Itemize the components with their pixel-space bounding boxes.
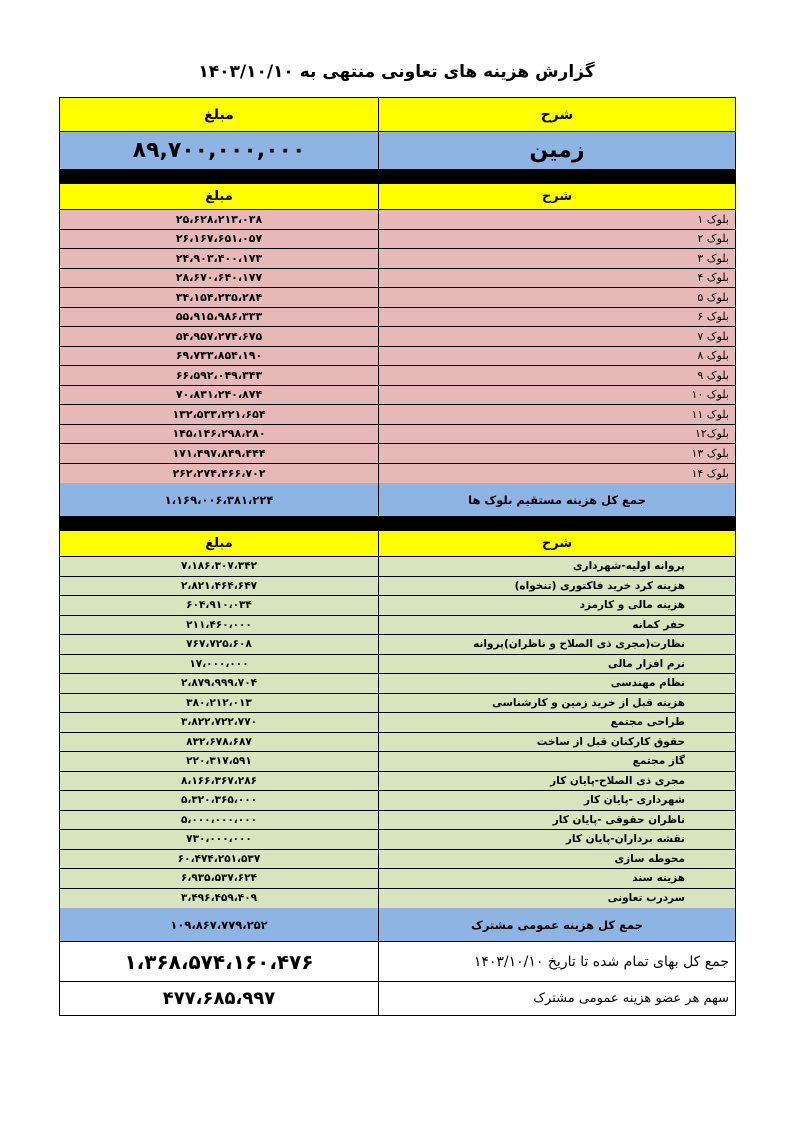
block-amount: ۲۴،۹۰۳،۴۰۰،۱۷۳ xyxy=(175,251,263,265)
land-amount: ۸۹,۷۰۰,۰۰۰,۰۰۰ xyxy=(132,138,306,163)
blocks-header-row xyxy=(60,184,735,210)
block-desc: بلوک ۱ xyxy=(378,210,735,229)
block-desc: بلوک ۲ xyxy=(378,230,735,249)
common-total-desc: جمع کل هزینه عمومی مشترک xyxy=(378,908,735,941)
block-row xyxy=(60,230,735,250)
common-cost-desc: هزینه سند xyxy=(378,869,735,888)
common-cost-row xyxy=(60,850,735,870)
separator xyxy=(60,517,735,531)
common-cost-row xyxy=(60,713,735,733)
block-row xyxy=(60,249,735,269)
common-cost-row xyxy=(60,674,735,694)
common-cost-desc: حفر کمانه xyxy=(378,616,735,635)
common-cost-row xyxy=(60,616,735,636)
header-desc: شرح xyxy=(378,531,735,556)
block-amount: ۵۵،۹۱۵،۹۸۶،۳۳۳ xyxy=(175,310,263,324)
common-cost-row xyxy=(60,811,735,831)
block-desc: بلوک ۱۳ xyxy=(378,444,735,463)
block-row xyxy=(60,269,735,289)
header-desc: شرح xyxy=(378,98,735,131)
common-cost-amount: ۶۰،۴۷۴،۲۵۱،۵۳۷ xyxy=(177,852,261,865)
block-amount: ۲۶،۱۶۷،۶۵۱،۰۵۷ xyxy=(175,232,263,246)
block-amount: ۱۴۵،۱۴۶،۲۹۸،۲۸۰ xyxy=(172,427,266,441)
common-cost-desc: حقوق کارکنان قبل از ساخت xyxy=(378,733,735,752)
common-cost-desc: نرم افزار مالی xyxy=(378,655,735,674)
grand-total-desc: جمع کل بهای تمام شده تا تاریخ ۱۴۰۳/۱۰/۱۰ xyxy=(378,942,735,981)
member-share-desc: سهم هر عضو هزینه عمومی مشترک xyxy=(378,982,735,1015)
common-cost-desc: محوطه سازی xyxy=(378,850,735,869)
common-cost-desc: مجری ذی الصلاح-پایان کار xyxy=(378,772,735,791)
common-cost-desc: نظام مهندسی xyxy=(378,674,735,693)
block-desc: بلوک ۸ xyxy=(378,347,735,366)
block-desc: بلوک ۱۱ xyxy=(378,405,735,424)
common-cost-amount: ۲۱۱،۴۶۰،۰۰۰ xyxy=(186,618,252,631)
block-row xyxy=(60,288,735,308)
land-row xyxy=(60,132,735,170)
header-desc: شرح xyxy=(378,184,735,209)
block-desc: بلوک ۵ xyxy=(378,288,735,307)
common-cost-row xyxy=(60,752,735,772)
common-cost-row xyxy=(60,733,735,753)
land-desc: زمین xyxy=(378,132,735,169)
block-row xyxy=(60,347,735,367)
block-desc: بلوک ۴ xyxy=(378,269,735,288)
common-cost-amount: ۲،۸۷۹،۹۹۹،۷۰۴ xyxy=(180,677,258,690)
block-row xyxy=(60,210,735,230)
common-cost-amount: ۳،۸۲۲،۷۲۲،۷۷۰ xyxy=(180,716,258,729)
block-desc: بلوک۱۲ xyxy=(378,425,735,444)
common-cost-amount: ۷،۱۸۶،۳۰۷،۳۴۲ xyxy=(180,560,258,573)
common-cost-amount: ۲۲۰،۳۱۷،۵۹۱ xyxy=(186,755,252,768)
common-cost-amount: ۲،۸۲۱،۴۶۴،۶۴۷ xyxy=(180,579,258,592)
block-desc: بلوک ۷ xyxy=(378,327,735,346)
common-cost-amount: ۳،۴۹۶،۴۵۹،۴۰۹ xyxy=(180,892,258,905)
common-cost-desc: هزینه قبل از خرید زمین و کارشناسی xyxy=(378,694,735,713)
common-cost-row xyxy=(60,655,735,675)
block-amount: ۶۹،۷۳۳،۸۵۴،۱۹۰ xyxy=(175,349,263,363)
block-desc: بلوک ۳ xyxy=(378,249,735,268)
common-cost-desc: سردرب تعاونی xyxy=(378,889,735,909)
separator xyxy=(60,170,735,184)
block-row xyxy=(60,366,735,386)
common-header-row xyxy=(60,531,735,557)
common-cost-desc: ناظران حقوقی -پایان کار xyxy=(378,811,735,830)
block-desc: بلوک ۱۰ xyxy=(378,386,735,405)
common-cost-desc: هزینه مالی و کارمزد xyxy=(378,596,735,615)
block-amount: ۲۸،۶۷۰،۶۴۰،۱۷۷ xyxy=(175,271,263,285)
report-table xyxy=(59,97,736,1016)
member-share-row xyxy=(60,982,735,1015)
common-cost-desc: هزینه کرد خرید فاکتوری (تنخواه) xyxy=(378,577,735,596)
block-desc: بلوک ۶ xyxy=(378,308,735,327)
common-cost-amount: ۱۷،۰۰۰،۰۰۰ xyxy=(189,657,249,670)
common-cost-row xyxy=(60,557,735,577)
common-cost-row xyxy=(60,577,735,597)
common-cost-row xyxy=(60,596,735,616)
block-row xyxy=(60,308,735,328)
common-cost-amount: ۶۰۴،۹۱۰،۰۳۴ xyxy=(186,599,252,612)
common-cost-row xyxy=(60,791,735,811)
grand-total-amount: ۱،۳۶۸،۵۷۴،۱۶۰،۴۷۶ xyxy=(124,949,314,974)
blocks-total-amount: ۱،۱۶۹،۰۰۶،۳۸۱،۲۲۴ xyxy=(164,492,274,507)
block-row xyxy=(60,405,735,425)
grand-total-row xyxy=(60,942,735,982)
common-cost-desc: طراحی مجتمع xyxy=(378,713,735,732)
common-cost-row xyxy=(60,889,735,909)
blocks-total-row xyxy=(60,483,735,517)
block-amount: ۷۰،۸۳۱،۲۴۰،۸۷۴ xyxy=(175,388,263,402)
common-cost-desc: پروانه اولیه-شهرداری xyxy=(378,557,735,576)
block-amount: ۱۳۲،۵۳۳،۲۲۱،۶۵۴ xyxy=(172,407,266,421)
common-cost-amount: ۸۳۲،۶۷۸،۶۸۷ xyxy=(186,735,252,748)
block-amount: ۱۷۱،۴۹۷،۸۴۹،۴۴۴ xyxy=(172,446,266,460)
header-amount: مبلغ xyxy=(205,536,233,551)
block-amount: ۵۴،۹۵۷،۲۷۴،۶۷۵ xyxy=(175,329,263,343)
block-amount: ۳۴،۱۵۴،۲۳۵،۲۸۴ xyxy=(175,290,263,304)
common-cost-amount: ۵،۳۲۰،۳۶۵،۰۰۰ xyxy=(180,794,258,807)
block-amount: ۶۶،۵۹۲،۰۴۹،۳۴۳ xyxy=(175,368,263,382)
common-cost-desc: گاز مجتمع xyxy=(378,752,735,771)
block-row xyxy=(60,464,735,484)
common-cost-amount: ۶،۹۳۵،۵۳۷،۶۲۴ xyxy=(180,872,258,885)
header-amount: مبلغ xyxy=(204,106,234,123)
block-row xyxy=(60,425,735,445)
common-cost-desc: نقشه برداران-پایان کار xyxy=(378,830,735,849)
common-total-row xyxy=(60,908,735,942)
block-amount: ۲۶۲،۲۷۴،۴۶۶،۷۰۲ xyxy=(172,466,266,480)
common-cost-amount: ۳۸۰،۲۱۲،۰۱۳ xyxy=(186,696,252,709)
common-cost-desc: نظارت(مجری ذی الصلاح و ناظران)پروانه xyxy=(378,635,735,654)
common-cost-row xyxy=(60,830,735,850)
common-cost-desc: شهرداری -پایان کار xyxy=(378,791,735,810)
common-cost-row xyxy=(60,869,735,889)
header-amount: مبلغ xyxy=(205,189,233,204)
block-row xyxy=(60,444,735,464)
common-cost-row xyxy=(60,772,735,792)
block-row xyxy=(60,386,735,406)
block-row xyxy=(60,327,735,347)
common-cost-amount: ۷۶۷،۷۲۵،۶۰۸ xyxy=(186,638,252,651)
block-desc: بلوک ۹ xyxy=(378,366,735,385)
common-total-amount: ۱۰۹،۸۶۷،۷۷۹،۲۵۲ xyxy=(170,917,268,932)
common-cost-amount: ۵،۰۰۰،۰۰۰،۰۰۰ xyxy=(180,813,258,826)
common-cost-row xyxy=(60,694,735,714)
member-share-amount: ۴۷۷،۶۸۵،۹۹۷ xyxy=(162,988,276,1009)
block-desc: بلوک ۱۴ xyxy=(378,464,735,484)
common-cost-row xyxy=(60,635,735,655)
blocks-total-desc: جمع کل هزینه مستقیم بلوک ها xyxy=(378,483,735,516)
common-cost-amount: ۸،۱۶۶،۳۶۷،۲۸۶ xyxy=(180,774,258,787)
land-header-row xyxy=(60,98,735,132)
common-cost-amount: ۷۳۰،۰۰۰،۰۰۰ xyxy=(186,833,252,846)
report-title: گزارش هزینه های تعاونی منتهی به ۱۴۰۳/۱۰/۱۰ xyxy=(198,62,595,82)
block-amount: ۲۵،۶۲۸،۲۱۳،۰۳۸ xyxy=(175,212,263,226)
